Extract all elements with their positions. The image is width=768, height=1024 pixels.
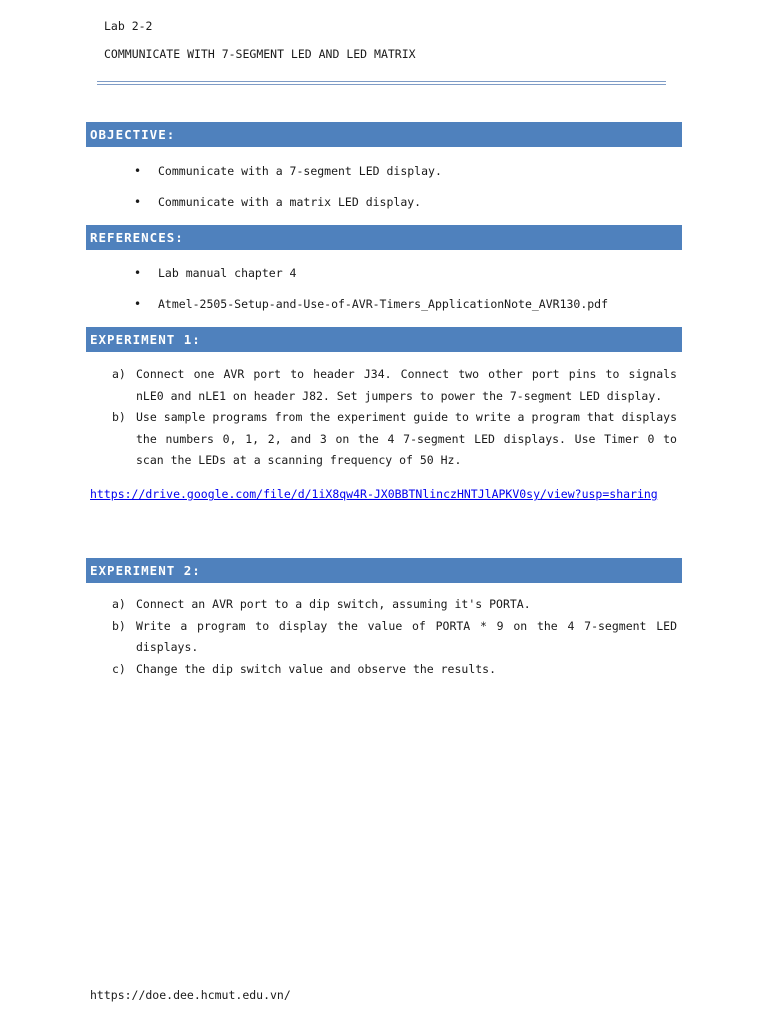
references-heading: REFERENCES: (86, 225, 682, 250)
list-marker: b) (112, 410, 126, 425)
document-title: COMMUNICATE WITH 7-SEGMENT LED AND LED MATRIX (104, 47, 416, 61)
list-item: • Lab manual chapter 4 (134, 265, 608, 296)
header-divider (97, 81, 666, 85)
step-text: Use sample programs from the experiment guide to write a program that displays the numbers 0, 1, 2, and 3 on the 4 7-segment LED displays. Use Timer 0 to scan the LEDs at a scanning frequency of 50 Hz. (136, 410, 677, 468)
list-marker: a) (112, 367, 126, 381)
list-item: • Atmel-2505-Setup-and-Use-of-AVR-Timers_ApplicationNote_AVR130.pdf (134, 296, 608, 327)
list-marker: b) (112, 618, 126, 633)
objective-heading: OBJECTIVE: (86, 122, 682, 147)
list-item (112, 364, 677, 407)
list-item (112, 594, 677, 616)
step-text: Write a program to display the value of PORTA * 9 on the 4 7-segment LED displays. (136, 618, 677, 655)
step-text: Connect one AVR port to header J34. Connect two other port pins to signals nLE0 and nLE1 on header J82. Set jumpers to power the 7-segment LED display. (136, 367, 677, 403)
list-item (112, 616, 677, 659)
list-item (112, 659, 677, 681)
step-text: Change the dip switch value and observe the results. (136, 661, 497, 676)
list-marker: a) (112, 597, 126, 611)
references-list (134, 265, 608, 327)
footer-url: https://doe.dee.hcmut.edu.vn/ (90, 988, 291, 1002)
lab-number: Lab 2-2 (104, 19, 153, 33)
experiment-1-steps (112, 364, 677, 472)
list-item: • Communicate with a 7-segment LED display. (134, 163, 442, 194)
step-text: Connect an AVR port to a dip switch, assuming it's PORTA. (136, 597, 531, 611)
experiment-1-heading: EXPERIMENT 1: (86, 327, 682, 352)
objective-list (134, 163, 442, 225)
list-marker: c) (112, 661, 126, 676)
experiment-1-video-link[interactable]: https://drive.google.com/file/d/1iX8qw4R-JX0BBTNlinczHNTJlAPKV0sy/view?usp=sharing (90, 487, 658, 501)
experiment-2-steps (112, 594, 677, 680)
list-item (112, 407, 677, 472)
list-item: • Communicate with a matrix LED display. (134, 194, 442, 225)
experiment-2-heading: EXPERIMENT 2: (86, 558, 682, 583)
